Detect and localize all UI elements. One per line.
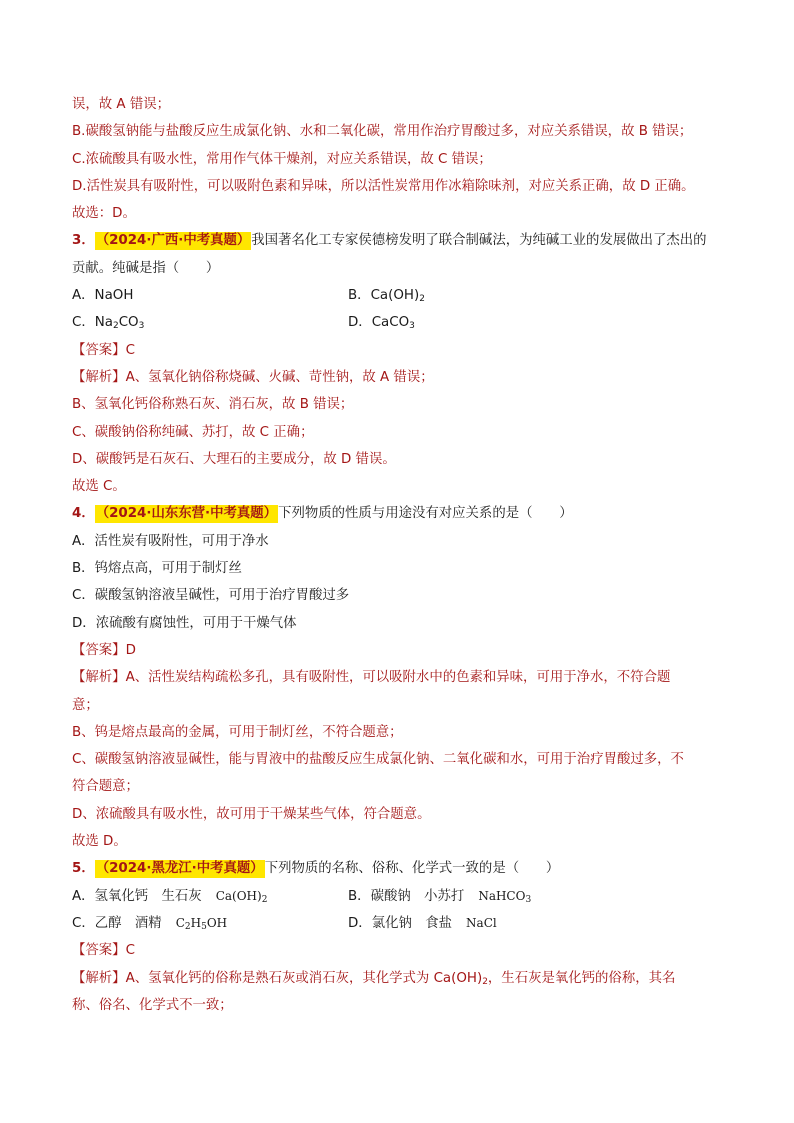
formula [478, 889, 531, 903]
option-d: D．浓硫酸有腐蚀性，可用于干燥气体 [72, 615, 297, 631]
source-tag: （2024·山东东营·中考真题） [95, 506, 278, 522]
option-c [72, 910, 348, 937]
subscript: 2 [184, 921, 191, 932]
analysis-line: C、碳酸氢钠溶液显碱性，能与胃液中的盐酸反应生成氯化钠、二氧化碳和水，可用于治疗胃酸过多，不 [72, 752, 684, 768]
source-tag: （2024·黑龙江·中考真题） [95, 861, 264, 877]
formula: NaCl [466, 915, 497, 930]
formula-text: C [175, 915, 185, 930]
source-tag: （2024·广西·中考真题） [95, 233, 251, 249]
option-b [348, 883, 624, 910]
question-5-options-row2 [72, 910, 722, 937]
question-text: 下列物质的名称、俗称、化学式一致的是（ ） [264, 861, 560, 877]
analysis-line: 意； [72, 697, 99, 713]
analysis-line: B、钨是熔点最高的金属，可用于制灯丝，不符合题意； [72, 724, 403, 740]
subscript: 5 [201, 921, 207, 932]
subscript: 2 [261, 894, 268, 905]
analysis-line: 符合题意； [72, 779, 139, 795]
option-c-text: CO [118, 315, 139, 331]
option-c: C．碳酸氢钠溶液呈碱性，可用于治疗胃酸过多 [72, 588, 350, 604]
question-4-analysis [72, 664, 722, 691]
option-a: A．活性炭有吸附性，可用于净水 [72, 533, 269, 549]
option-b-text: B．Ca(OH) [348, 288, 420, 304]
analysis-line: 称、俗名、化学式不一致； [72, 997, 233, 1013]
formula-text: OH [206, 915, 228, 930]
document-page [72, 91, 722, 1019]
question-number: 5． [72, 861, 95, 877]
answer-label: 【答案】 [72, 342, 126, 358]
option-b-text: B．碳酸钠 小苏打 [348, 888, 465, 904]
question-number: 4． [72, 506, 95, 522]
option-a-text: A．氢氧化钙 生石灰 [72, 888, 202, 904]
question-5-analysis [72, 965, 722, 992]
option-b [348, 282, 624, 309]
option-d-text: D．氯化钠 食盐 [348, 915, 453, 931]
question-number: 3． [72, 233, 95, 249]
subscript: 3 [409, 321, 415, 332]
analysis-text: A、氢氧化钙的俗称是熟石灰或消石灰，其化学式为 Ca(OH) [125, 970, 483, 986]
formula-text: Ca(OH) [215, 888, 262, 903]
formula-text: NaHCO [478, 888, 526, 903]
question-4-answer [72, 637, 722, 664]
question-text: 下列物质的性质与用途没有对应关系的是（ ） [278, 506, 573, 522]
analysis-line: D、浓硫酸具有吸水性，故可用于干燥某些气体，符合题意。 [72, 806, 431, 822]
answer-label: 【答案】 [72, 943, 126, 959]
analysis-text: A、活性炭结构疏松多孔，具有吸附性，可以吸附水中的色素和异味，可用于净水，不符合题 [125, 670, 671, 686]
subscript: 2 [419, 294, 425, 305]
question-3-stem-cont: 贡献。纯碱是指（ ） [72, 260, 220, 276]
formula [176, 916, 227, 930]
analysis-text: ，生石灰是氧化钙的俗称，其名 [487, 970, 676, 986]
question-3-options-row2 [72, 309, 722, 336]
conclusion: 故选 D。 [72, 834, 127, 850]
answer-value: C [125, 943, 135, 959]
answer-label: 【答案】 [72, 642, 126, 658]
prev-analysis-line: D.活性炭具有吸附性，可以吸附色素和异味，所以活性炭常用作冰箱除味剂，对应关系正确，故 D 正确。 [72, 178, 695, 194]
option-a: A．NaOH [72, 288, 134, 304]
question-3-options-row1 [72, 282, 722, 309]
analysis-label: 【解析】 [72, 970, 126, 986]
question-3-answer [72, 337, 722, 364]
question-text: 我国著名化工专家侯德榜发明了联合制碱法，为纯碱工业的发展做出了杰出的 [251, 233, 707, 249]
analysis-label: 【解析】 [72, 670, 126, 686]
question-5-stem [72, 855, 722, 882]
conclusion: 故选 C。 [72, 479, 126, 495]
analysis-text: A、氢氧化钠俗称烧碱、火碱、苛性钠，故 A 错误； [125, 369, 434, 385]
option-a [72, 883, 348, 910]
option-c-text: C．Na [72, 315, 113, 331]
formula-text: H [190, 915, 202, 930]
analysis-line: D、碳酸钙是石灰石、大理石的主要成分，故 D 错误。 [72, 451, 396, 467]
analysis-line: B、氢氧化钙俗称熟石灰、消石灰，故 B 错误； [72, 397, 354, 413]
answer-value: D [125, 642, 136, 658]
answer-value: C [125, 342, 135, 358]
option-d [348, 910, 624, 937]
option-c [72, 309, 348, 336]
prev-conclusion: 故选：D。 [72, 206, 136, 222]
analysis-label: 【解析】 [72, 369, 126, 385]
question-4-stem [72, 500, 722, 527]
prev-analysis-line: B.碳酸氢钠能与盐酸反应生成氯化钠、水和二氧化碳，常用作治疗胃酸过多，对应关系错误，故 B 错误； [72, 124, 693, 140]
option-d [348, 309, 624, 336]
subscript: 3 [138, 321, 145, 332]
subscript: 3 [525, 894, 532, 905]
prev-analysis-line: 误，故 A 错误； [72, 97, 171, 112]
option-b: B．钨熔点高，可用于制灯丝 [72, 561, 242, 577]
question-3-analysis [72, 364, 722, 391]
question-3-stem [72, 227, 722, 254]
subscript: 2 [482, 976, 488, 987]
option-c-text: C．乙醇 酒精 [72, 915, 162, 931]
subscript: 2 [112, 321, 119, 332]
formula [216, 889, 268, 903]
question-5-options-row1 [72, 883, 722, 910]
analysis-line: C、碳酸钠俗称纯碱、苏打，故 C 正确； [72, 424, 314, 440]
prev-analysis-line: C.浓硫酸具有吸水性，常用作气体干燥剂，对应关系错误，故 C 错误； [72, 151, 492, 167]
question-5-answer [72, 937, 722, 964]
option-d-text: D．CaCO [348, 315, 410, 331]
